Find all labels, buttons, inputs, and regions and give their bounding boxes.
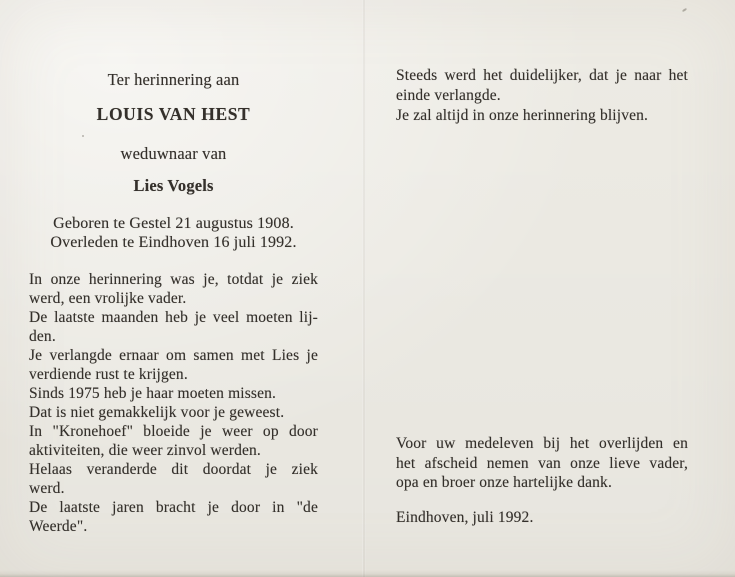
- thanks-text-line: opa en broer onze hartelijke dank.: [396, 474, 612, 491]
- thanks-text-line: het afscheid nemen van onze lieve vader,: [396, 454, 688, 472]
- memorial-text-line: Helaas veranderde dit doordat je ziek: [29, 461, 318, 478]
- memorial-text-line: De laatste maanden heb je veel moeten lij-: [29, 309, 318, 326]
- memorial-text-line: In "Kronehoef" bloeide je weer op door: [29, 423, 318, 440]
- bottom-scan-shadow: [0, 570, 735, 577]
- memorial-text-line: den.: [29, 328, 56, 345]
- closing-text-line: einde verlangde.: [396, 87, 501, 104]
- relation-line: weduwnaar van: [120, 144, 227, 163]
- thanks-text-line: Voor uw medeleven bij het overlijden en: [396, 435, 688, 452]
- closing-text: [396, 66, 688, 126]
- spouse-name: Lies Vogels: [133, 176, 214, 195]
- memorial-text: [29, 270, 318, 536]
- intro-line: Ter herinnering aan: [107, 70, 240, 89]
- memorial-text-line: werd.: [29, 480, 65, 497]
- center-fold-crease: [362, 0, 366, 577]
- paper-speck: [82, 135, 84, 137]
- memorial-text-line: De laatste jaren bracht je door in "de: [29, 499, 318, 516]
- memorial-text-line: Sinds 1975 heb je haar moeten missen.: [29, 385, 277, 402]
- thanks-text: [396, 434, 688, 493]
- memorial-text-line: Dat is niet gemakkelijk voor je geweest.: [29, 404, 285, 421]
- memorial-text-line: verdiende rust te krijgen.: [29, 366, 188, 383]
- deceased-name: LOUIS VAN HEST: [96, 104, 251, 124]
- paper-speck: [682, 8, 687, 13]
- memorial-text-line: Je verlangde ernaar om samen met Lies je: [29, 347, 318, 364]
- memorial-text-line: Weerde".: [29, 518, 88, 535]
- dateline: Eindhoven, juli 1992.: [396, 509, 534, 526]
- death-line: Overleden te Eindhoven 16 juli 1992.: [50, 234, 297, 251]
- memorial-text-line: aktiviteiten, die weer zinvol werden.: [29, 442, 261, 459]
- memorial-text-line: werd, een vrolijke vader.: [29, 290, 187, 307]
- closing-text-line: Je zal altijd in onze herinnering blijven.: [396, 107, 649, 124]
- memorial-text-line: In onze herinnering was je, totdat je ziek: [29, 271, 318, 288]
- closing-text-line: Steeds werd het duidelijker, dat je naar het: [396, 67, 688, 84]
- birth-line: Geboren te Gestel 21 augustus 1908.: [53, 215, 294, 232]
